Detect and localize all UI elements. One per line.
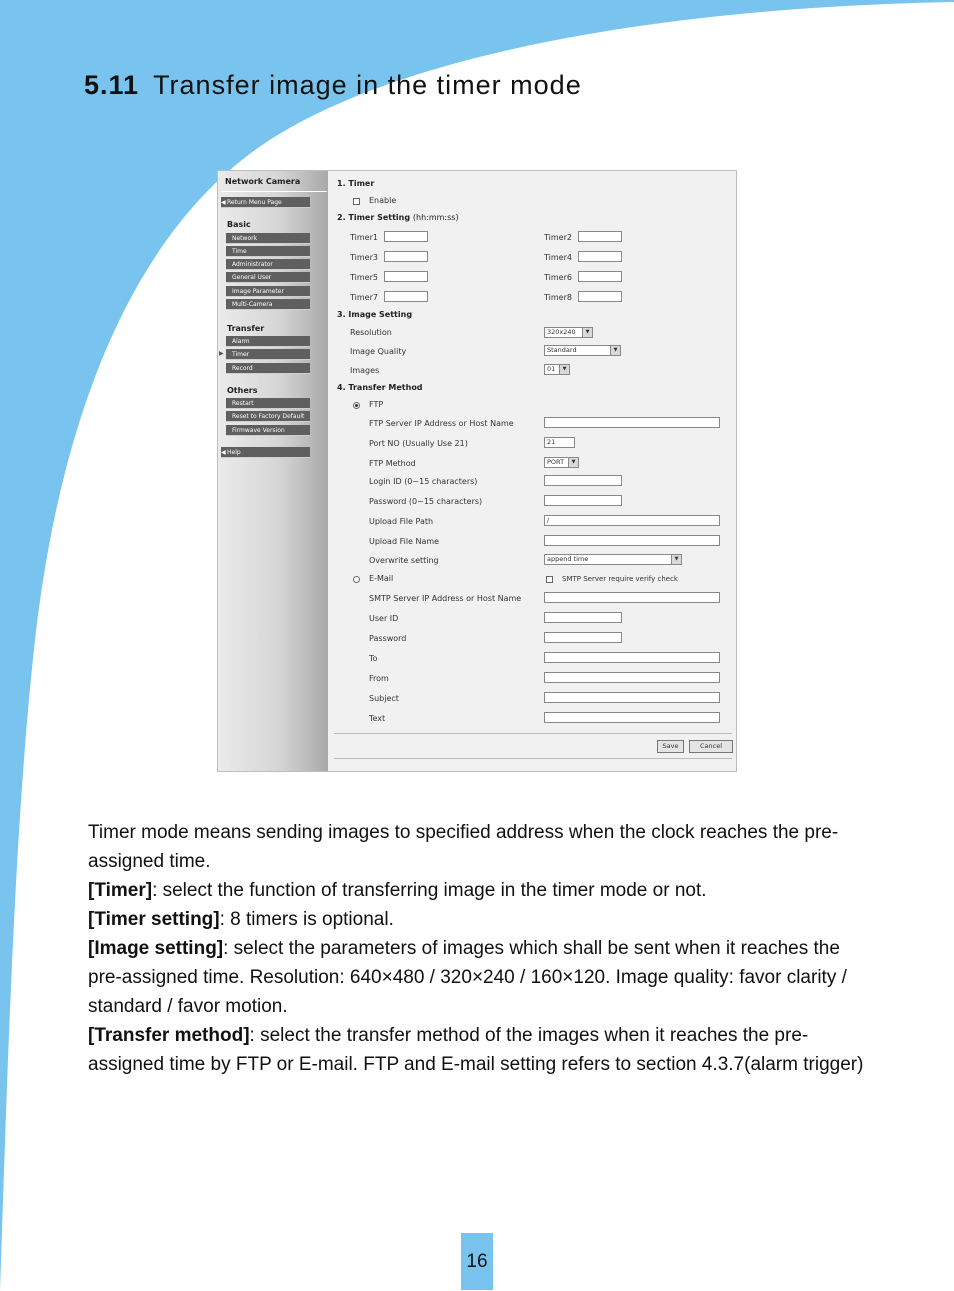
smtp-verify-checkbox[interactable]	[546, 576, 553, 583]
transfer-method-paragraph	[88, 1021, 868, 1079]
ftp-method-label: FTP Method	[369, 459, 416, 468]
to-label: To	[369, 654, 378, 663]
port-input[interactable]: 21	[544, 437, 575, 448]
description-text	[88, 818, 868, 1079]
subject-label: Subject	[369, 694, 399, 703]
login-id-label: Login ID (0~15 characters)	[369, 477, 478, 486]
sidebar-nav	[218, 171, 328, 771]
timer1-input[interactable]	[384, 231, 428, 242]
smtp-password-label: Password	[369, 634, 407, 643]
dropdown-arrow-icon: ▼	[671, 555, 681, 564]
timer6-input[interactable]	[578, 271, 622, 282]
timer8-input[interactable]	[578, 291, 622, 302]
timer-paragraph	[88, 876, 868, 905]
nav-item-time[interactable]: Time	[226, 246, 310, 257]
enable-label: Enable	[369, 196, 397, 205]
nav-item-alarm[interactable]: Alarm	[226, 336, 310, 347]
intro-paragraph: Timer mode means sending images to specified address when the clock reaches the pre-assigned time.	[88, 822, 839, 872]
cancel-button[interactable]: Cancel	[689, 740, 733, 753]
images-value: 01	[547, 365, 556, 373]
image-setting-paragraph	[88, 934, 868, 1021]
nav-item-multi-camera[interactable]: Multi-Camera	[226, 299, 310, 310]
dropdown-arrow-icon: ▼	[582, 328, 592, 337]
dropdown-arrow-icon: ▼	[559, 365, 569, 374]
nav-divider	[221, 191, 327, 192]
timer3-label: Timer3	[350, 253, 378, 262]
timer-setting-desc: : 8 timers is optional.	[219, 909, 394, 930]
images-label: Images	[350, 366, 380, 375]
timer2-input[interactable]	[578, 231, 622, 242]
ftp-radio[interactable]	[353, 402, 360, 409]
nav-item-timer[interactable]: Timer	[226, 349, 310, 360]
timer-term: [Timer]	[88, 880, 153, 901]
overwrite-select[interactable]	[544, 554, 682, 565]
section-title: Transfer image in the timer mode	[153, 70, 582, 100]
upload-filename-label: Upload File Name	[369, 537, 440, 546]
timer-setting-title: 2. Timer Setting	[337, 213, 411, 222]
email-radio[interactable]	[353, 576, 360, 583]
active-marker-icon: ▶	[219, 350, 224, 357]
smtp-password-input[interactable]	[544, 632, 622, 643]
from-input[interactable]	[544, 672, 720, 683]
ftp-server-label: FTP Server IP Address or Host Name	[369, 419, 514, 428]
timer4-label: Timer4	[544, 253, 572, 262]
timer-heading: 1. Timer	[337, 179, 375, 188]
timer3-input[interactable]	[384, 251, 428, 262]
page-number: 16	[461, 1233, 493, 1290]
timer6-label: Timer6	[544, 273, 572, 282]
timer5-input[interactable]	[384, 271, 428, 282]
save-button[interactable]: Save	[657, 740, 684, 753]
timer5-label: Timer5	[350, 273, 378, 282]
image-quality-select[interactable]	[544, 345, 621, 356]
image-quality-value: Standard	[547, 346, 577, 354]
nav-section-basic: Basic	[227, 220, 251, 229]
image-setting-term: [Image setting]	[88, 938, 224, 959]
nav-section-others: Others	[227, 386, 258, 395]
smtp-verify-label: SMTP Server require verify check	[562, 575, 678, 583]
resolution-value: 320x240	[547, 328, 576, 336]
text-input[interactable]	[544, 712, 720, 723]
text-label: Text	[369, 714, 386, 723]
nav-item-firmware-version[interactable]: Firmwave Version	[226, 425, 310, 436]
upload-path-label: Upload File Path	[369, 517, 434, 526]
transfer-method-heading: 4. Transfer Method	[337, 383, 423, 392]
user-id-label: User ID	[369, 614, 399, 623]
ftp-label: FTP	[369, 400, 384, 409]
ftp-server-input[interactable]	[544, 417, 720, 428]
form-bottom-divider	[334, 758, 732, 759]
timer-setting-term: [Timer setting]	[88, 909, 220, 930]
dropdown-arrow-icon: ▼	[568, 458, 578, 467]
nav-section-transfer: Transfer	[227, 324, 265, 333]
smtp-server-input[interactable]	[544, 592, 720, 603]
nav-item-reset-factory[interactable]: Reset to Factory Default	[226, 411, 310, 422]
resolution-label: Resolution	[350, 328, 392, 337]
timer7-label: Timer7	[350, 293, 378, 302]
return-menu-link[interactable]: ◀ Return Menu Page	[221, 197, 310, 208]
login-id-input[interactable]	[544, 475, 622, 486]
image-setting-heading: 3. Image Setting	[337, 310, 413, 319]
nav-item-general-user[interactable]: General User	[226, 272, 310, 283]
timer2-label: Timer2	[544, 233, 572, 242]
timer1-label: Timer1	[350, 233, 378, 242]
to-input[interactable]	[544, 652, 720, 663]
email-label: E-Mail	[369, 574, 394, 583]
timer-settings-form	[328, 171, 736, 771]
nav-item-record[interactable]: Record	[226, 363, 310, 374]
timer-setting-paragraph	[88, 905, 868, 934]
enable-checkbox[interactable]	[353, 198, 360, 205]
nav-item-administrator[interactable]: Administrator	[226, 259, 310, 270]
transfer-method-desc: : select the transfer method of the images when it reaches the pre-assigned time by FTP or E-mail. FTP and E-mail setting refers to section 4.3.7(alarm trigger)	[88, 1025, 864, 1075]
subject-input[interactable]	[544, 692, 720, 703]
upload-path-input[interactable]: /	[544, 515, 720, 526]
ftp-method-value: PORT	[547, 458, 565, 466]
from-label: From	[369, 674, 389, 683]
timer4-input[interactable]	[578, 251, 622, 262]
port-label: Port NO (Usually Use 21)	[369, 439, 468, 448]
section-number: 5.11	[84, 70, 140, 100]
password-input[interactable]	[544, 495, 622, 506]
password-label: Password (0~15 characters)	[369, 497, 483, 506]
timer-setting-heading	[337, 213, 459, 222]
image-quality-label: Image Quality	[350, 347, 407, 356]
timer7-input[interactable]	[384, 291, 428, 302]
section-heading	[84, 70, 582, 101]
help-link[interactable]: ◀ Help	[221, 447, 310, 458]
timer-setting-format: (hh:mm:ss)	[412, 213, 459, 222]
user-id-input[interactable]	[544, 612, 622, 623]
smtp-server-label: SMTP Server IP Address or Host Name	[369, 594, 522, 603]
dropdown-arrow-icon: ▼	[610, 346, 620, 355]
ftp-method-select[interactable]	[544, 457, 579, 468]
images-select[interactable]	[544, 364, 570, 375]
image-setting-desc: : select the parameters of images which shall be sent when it reaches the pre-assigned time. Resolution: 640×480 / 320×240 / 160×120. Image quality: favor clarity / standard / favor motion.	[88, 938, 847, 1017]
transfer-method-term: [Transfer method]	[88, 1025, 250, 1046]
form-divider	[334, 733, 732, 734]
camera-config-screenshot	[217, 170, 737, 772]
timer8-label: Timer8	[544, 293, 572, 302]
resolution-select[interactable]	[544, 327, 593, 338]
nav-brand: Network Camera	[225, 177, 301, 186]
timer-desc: : select the function of transferring image in the timer mode or not.	[152, 880, 707, 901]
nav-item-network[interactable]: Network	[226, 233, 310, 244]
overwrite-label: Overwrite setting	[369, 556, 439, 565]
nav-item-image-parameter[interactable]: Image Parameter	[226, 286, 310, 297]
overwrite-value: append time	[547, 555, 589, 563]
upload-filename-input[interactable]	[544, 535, 720, 546]
nav-item-restart[interactable]: Restart	[226, 398, 310, 409]
